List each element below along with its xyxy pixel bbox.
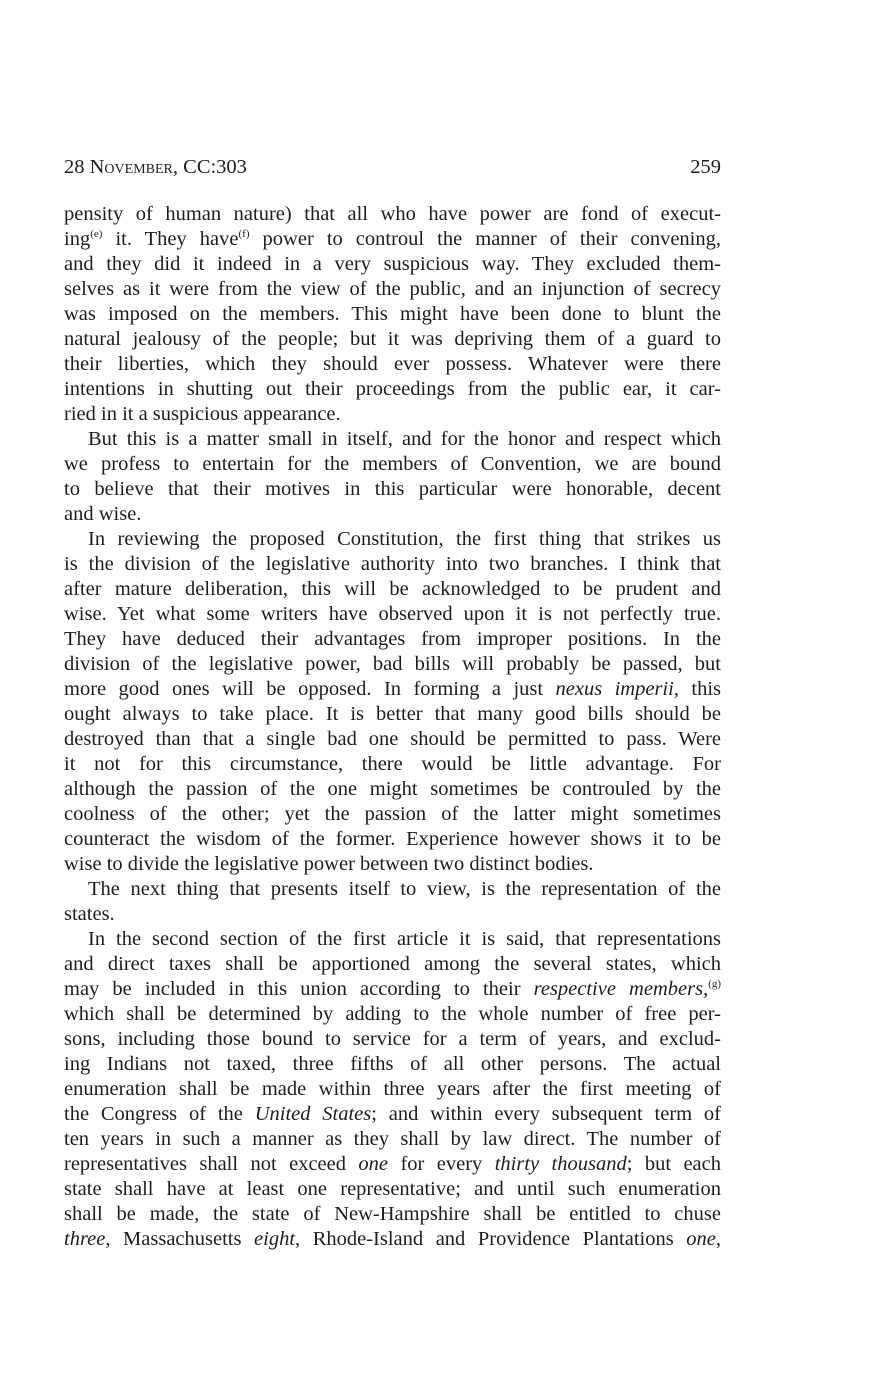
text-line: division of the legislative power, bad bills will probably be passed, but [64, 653, 721, 675]
text-line: The next thing that presents itself to view, is the representation of the [88, 878, 721, 900]
text-line: coolness of the other; yet the passion of the latter might sometimes [64, 803, 721, 825]
text-line: ing$^{(e)}$ it. They have$^{(f)}$ power to controul the manner of their convening, [64, 228, 722, 250]
text-line: intentions in shutting out their proceedings from the public ear, it car- [64, 378, 721, 400]
footnote-ref-f: (f) [238, 228, 250, 240]
italic-phrase: one [358, 1153, 389, 1175]
text-line: to believe that their motives in this particular were honorable, decent [64, 478, 721, 500]
text-line: more good ones will be opposed. In forming a just nexus imperii, this [64, 678, 721, 700]
text-line: which shall be determined by adding to the whole number of free per- [64, 1003, 721, 1025]
text-line: ried in it a suspicious appearance. [64, 403, 341, 425]
italic-phrase: United States [254, 1103, 372, 1125]
text-line: But this is a matter small in itself, and for the honor and respect which [88, 428, 721, 450]
running-head-month: November [89, 156, 173, 178]
footnote-ref-g: (g) [708, 978, 722, 990]
italic-phrase: nexus imperii [555, 678, 674, 700]
text-line: They have deduced their advantages from improper positions. In the [64, 628, 721, 650]
text-line: wise. Yet what some writers have observed upon it is not perfectly true. [64, 603, 721, 625]
text-line: after mature deliberation, this will be acknowledged to be prudent and [64, 578, 721, 600]
text-line: pensity of human nature) that all who have power are fond of execut- [64, 203, 721, 225]
text-line: was imposed on the members. This might have been done to blunt the [64, 303, 721, 325]
italic-phrase: respective members [533, 978, 704, 1000]
text-line: representatives shall not exceed one for every thirty thousand; but each [64, 1153, 722, 1175]
text-line: and wise. [64, 503, 142, 525]
text-line: selves as it were from the view of the public, and an injunction of secrecy [64, 278, 721, 300]
italic-phrase: one [686, 1228, 716, 1250]
text-line: is the division of the legislative authority into two branches. I think that [64, 553, 721, 575]
text-line: sons, including those bound to service for a term of years, and exclud- [64, 1028, 721, 1050]
text-line: shall be made, the state of New-Hampshire shall be entitled to chuse [64, 1203, 721, 1225]
italic-phrase: three [64, 1228, 106, 1250]
running-head-left: 28 November, CC:303 [64, 156, 247, 178]
text-line: In the second section of the first article it is said, that representations [88, 928, 721, 950]
italic-phrase: thirty thousand [494, 1153, 627, 1175]
text-line: it not for this circumstance, there would be little advantage. For [64, 753, 721, 775]
text-line: In reviewing the proposed Constitution, the first thing that strikes us [88, 528, 721, 550]
text-line: three, Massachusetts eight, Rhode-Island and Providence Plantations one, [64, 1228, 721, 1250]
page-number: 259 [690, 156, 721, 178]
text-line: enumeration shall be made within three years after the first meeting of [64, 1078, 721, 1100]
body-text [64, 202, 721, 1252]
italic-phrase: eight [254, 1228, 296, 1250]
footnote-ref-e: (e) [90, 228, 103, 240]
text-line: and direct taxes shall be apportioned among the several states, which [64, 953, 721, 975]
text-line: may be included in this union according to their respective members,$^{(g)}$ [64, 978, 722, 1000]
text-line: although the passion of the one might sometimes be controuled by the [64, 778, 721, 800]
text-line: states. [64, 903, 115, 925]
text-line: their liberties, which they should ever possess. Whatever were there [64, 353, 721, 375]
text-line: the Congress of the United States; and within every subsequent term of [64, 1103, 722, 1125]
text-line: ing Indians not taxed, three fifths of all other persons. The actual [64, 1053, 721, 1075]
text-line: wise to divide the legislative power between two distinct bodies. [64, 853, 594, 875]
text-line: counteract the wisdom of the former. Experience however shows it to be [64, 828, 721, 850]
text-line: natural jealousy of the people; but it was depriving them of a guard to [64, 328, 721, 350]
text-line: ten years in such a manner as they shall by law direct. The number of [64, 1128, 721, 1150]
running-head [64, 154, 721, 180]
text-line: destroyed than that a single bad one should be permitted to pass. Were [64, 728, 721, 750]
text-line: state shall have at least one representative; and until such enumeration [64, 1178, 721, 1200]
text-line: ought always to take place. It is better that many good bills should be [64, 703, 721, 725]
text-line: we profess to entertain for the members of Convention, we are bound [64, 453, 721, 475]
text-line: and they did it indeed in a very suspicious way. They excluded them- [64, 253, 721, 275]
